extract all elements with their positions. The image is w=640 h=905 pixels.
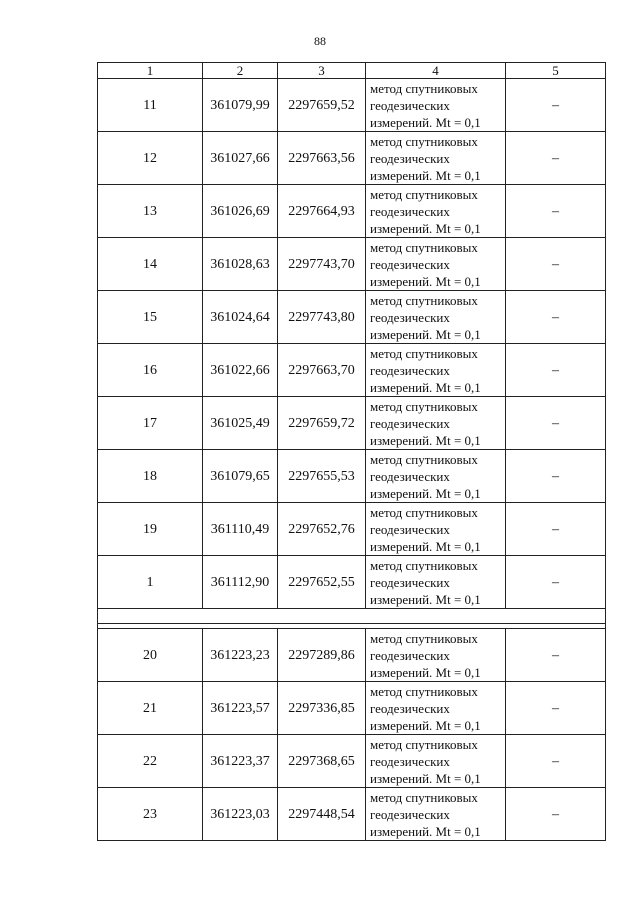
dash-cell: – (506, 291, 606, 344)
dash-cell: – (506, 682, 606, 735)
method-cell: метод спутниковых геодезических измерений. Mt = 0,1 (366, 503, 506, 556)
point-number-cell: 18 (98, 450, 203, 503)
column-header: 5 (506, 63, 606, 79)
table-row (98, 132, 606, 185)
table-row (98, 629, 606, 682)
x-coordinate-cell: 361079,99 (203, 79, 278, 132)
group-separator-row (98, 609, 606, 624)
x-coordinate-cell: 361223,23 (203, 629, 278, 682)
dash-cell: – (506, 185, 606, 238)
x-coordinate-cell: 361025,49 (203, 397, 278, 450)
x-coordinate-cell: 361027,66 (203, 132, 278, 185)
table-row (98, 682, 606, 735)
method-cell: метод спутниковых геодезических измерений. Mt = 0,1 (366, 556, 506, 609)
y-coordinate-cell: 2297652,55 (278, 556, 366, 609)
point-number-cell: 17 (98, 397, 203, 450)
method-cell: метод спутниковых геодезических измерений. Mt = 0,1 (366, 132, 506, 185)
y-coordinate-cell: 2297336,85 (278, 682, 366, 735)
x-coordinate-cell: 361112,90 (203, 556, 278, 609)
y-coordinate-cell: 2297659,72 (278, 397, 366, 450)
point-number-cell: 22 (98, 735, 203, 788)
column-header: 1 (98, 63, 203, 79)
table-row (98, 79, 606, 132)
column-header: 4 (366, 63, 506, 79)
group-separator-cell (98, 609, 606, 624)
point-number-cell: 23 (98, 788, 203, 841)
x-coordinate-cell: 361223,57 (203, 682, 278, 735)
x-coordinate-cell: 361026,69 (203, 185, 278, 238)
point-number-cell: 14 (98, 238, 203, 291)
method-cell: метод спутниковых геодезических измерений. Mt = 0,1 (366, 79, 506, 132)
method-cell: метод спутниковых геодезических измерений. Mt = 0,1 (366, 238, 506, 291)
method-cell: метод спутниковых геодезических измерений. Mt = 0,1 (366, 344, 506, 397)
table-row (98, 238, 606, 291)
y-coordinate-cell: 2297743,80 (278, 291, 366, 344)
dash-cell: – (506, 629, 606, 682)
coordinates-table-body (98, 63, 606, 841)
table-header-row (98, 63, 606, 79)
coordinates-table (97, 62, 606, 841)
y-coordinate-cell: 2297289,86 (278, 629, 366, 682)
point-number-cell: 16 (98, 344, 203, 397)
method-cell: метод спутниковых геодезических измерений. Mt = 0,1 (366, 735, 506, 788)
method-cell: метод спутниковых геодезических измерений. Mt = 0,1 (366, 788, 506, 841)
y-coordinate-cell: 2297743,70 (278, 238, 366, 291)
dash-cell: – (506, 735, 606, 788)
x-coordinate-cell: 361024,64 (203, 291, 278, 344)
y-coordinate-cell: 2297664,93 (278, 185, 366, 238)
table-row (98, 556, 606, 609)
table-row (98, 397, 606, 450)
method-cell: метод спутниковых геодезических измерений. Mt = 0,1 (366, 185, 506, 238)
table-row (98, 788, 606, 841)
point-number-cell: 13 (98, 185, 203, 238)
point-number-cell: 12 (98, 132, 203, 185)
point-number-cell: 21 (98, 682, 203, 735)
method-cell: метод спутниковых геодезических измерений. Mt = 0,1 (366, 397, 506, 450)
table-row (98, 185, 606, 238)
x-coordinate-cell: 361110,49 (203, 503, 278, 556)
y-coordinate-cell: 2297663,70 (278, 344, 366, 397)
point-number-cell: 11 (98, 79, 203, 132)
point-number-cell: 20 (98, 629, 203, 682)
x-coordinate-cell: 361022,66 (203, 344, 278, 397)
dash-cell: – (506, 238, 606, 291)
x-coordinate-cell: 361028,63 (203, 238, 278, 291)
table-row (98, 344, 606, 397)
column-header: 2 (203, 63, 278, 79)
dash-cell: – (506, 556, 606, 609)
y-coordinate-cell: 2297368,65 (278, 735, 366, 788)
method-cell: метод спутниковых геодезических измерений. Mt = 0,1 (366, 682, 506, 735)
method-cell: метод спутниковых геодезических измерений. Mt = 0,1 (366, 450, 506, 503)
x-coordinate-cell: 361223,03 (203, 788, 278, 841)
dash-cell: – (506, 132, 606, 185)
dash-cell: – (506, 344, 606, 397)
dash-cell: – (506, 450, 606, 503)
point-number-cell: 15 (98, 291, 203, 344)
method-cell: метод спутниковых геодезических измерений. Mt = 0,1 (366, 291, 506, 344)
y-coordinate-cell: 2297659,52 (278, 79, 366, 132)
dash-cell: – (506, 788, 606, 841)
page-number: 88 (314, 34, 326, 48)
point-number-cell: 1 (98, 556, 203, 609)
x-coordinate-cell: 361223,37 (203, 735, 278, 788)
y-coordinate-cell: 2297655,53 (278, 450, 366, 503)
y-coordinate-cell: 2297652,76 (278, 503, 366, 556)
dash-cell: – (506, 79, 606, 132)
dash-cell: – (506, 397, 606, 450)
x-coordinate-cell: 361079,65 (203, 450, 278, 503)
method-cell: метод спутниковых геодезических измерений. Mt = 0,1 (366, 629, 506, 682)
y-coordinate-cell: 2297663,56 (278, 132, 366, 185)
point-number-cell: 19 (98, 503, 203, 556)
table-row (98, 291, 606, 344)
column-header: 3 (278, 63, 366, 79)
table-row (98, 450, 606, 503)
y-coordinate-cell: 2297448,54 (278, 788, 366, 841)
table-row (98, 503, 606, 556)
table-row (98, 735, 606, 788)
dash-cell: – (506, 503, 606, 556)
